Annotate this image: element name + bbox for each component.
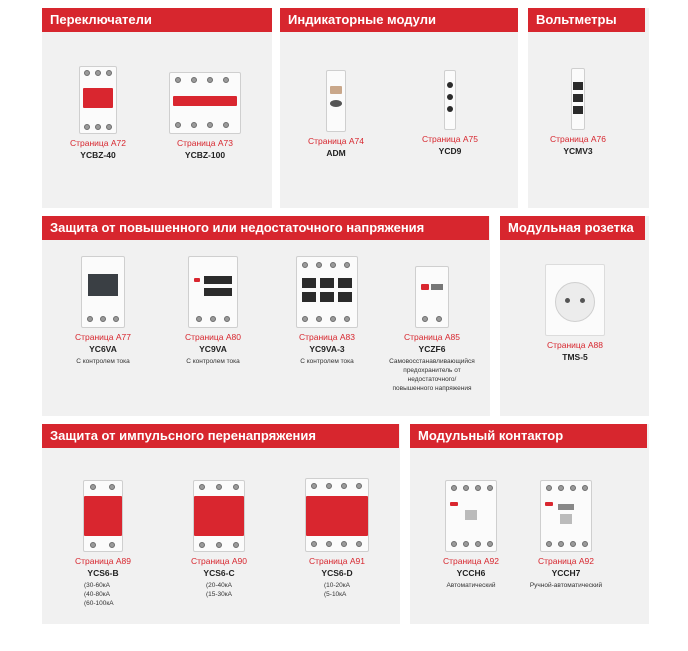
product-description	[292, 581, 382, 599]
product-ycs6-d[interactable]	[292, 478, 382, 599]
model-name: YCZF6	[418, 344, 446, 354]
product-adm[interactable]	[296, 70, 376, 158]
product-description: С контролем тока	[186, 358, 240, 365]
model-name: YCS6-B	[87, 568, 119, 578]
contactor-header: Модульный контактор	[410, 424, 647, 448]
page-ref: Страница А75	[421, 134, 478, 144]
page-ref: Страница А88	[546, 340, 603, 350]
description-line: (60-100кА	[84, 600, 114, 607]
model-name: YC9VA	[199, 344, 227, 354]
product-description: С контролем тока	[300, 358, 354, 365]
page-ref: Страница А92	[442, 556, 499, 566]
product-ycch7[interactable]	[518, 480, 614, 590]
page-ref: Страница А90	[190, 556, 247, 566]
description-line: (30-60кА	[84, 582, 110, 589]
product-ycmv3[interactable]	[538, 68, 618, 156]
product-yc9va-3[interactable]	[282, 256, 372, 366]
description-line: предохранитель от	[403, 367, 461, 374]
voltage-relay-image	[188, 256, 238, 328]
description-line: Самовосстанавливающийся	[389, 358, 475, 365]
voltage-protector-image	[415, 266, 449, 328]
voltmeter-image	[571, 68, 585, 130]
surge-protector-image	[83, 480, 123, 552]
page-ref: Страница А91	[308, 556, 365, 566]
product-description: Ручной-автоматический	[529, 582, 603, 589]
product-description	[382, 357, 482, 393]
model-name: YCD9	[438, 146, 462, 156]
product-ycbz-40[interactable]	[58, 66, 138, 160]
socket-header: Модульная розетка	[500, 216, 645, 240]
voltage-protection-header: Защита от повышенного или недостаточного напряжения	[42, 216, 489, 240]
product-ycs6-b[interactable]	[58, 480, 148, 608]
product-ycs6-c[interactable]	[174, 480, 264, 599]
indicator-lamp-image	[444, 70, 456, 130]
model-name: YCCH7	[551, 568, 581, 578]
page-ref: Страница А89	[74, 556, 131, 566]
product-description	[174, 581, 264, 599]
indicators-header: Индикаторные модули	[280, 8, 518, 32]
page-ref: Страница А74	[307, 136, 364, 146]
model-name: YC6VA	[89, 344, 117, 354]
description-line: (40-80кА	[84, 591, 110, 598]
switch-4p-image	[169, 72, 241, 134]
product-ycch6[interactable]	[426, 480, 516, 590]
description-line: недостаточного/	[407, 376, 457, 383]
product-yczf6[interactable]	[382, 266, 482, 393]
product-yc6va[interactable]	[58, 256, 148, 366]
description-line: (15-30кА	[206, 591, 232, 598]
product-ycd9[interactable]	[410, 70, 490, 156]
modular-contactor-image	[445, 480, 497, 552]
modular-contactor-image	[540, 480, 592, 552]
page-ref: Страница А76	[549, 134, 606, 144]
switches-header: Переключатели	[42, 8, 272, 32]
model-name: YCMV3	[563, 146, 593, 156]
model-name: YC9VA-3	[309, 344, 345, 354]
product-yc9va[interactable]	[168, 256, 258, 366]
switch-2p-image	[79, 66, 117, 134]
model-name: YCBZ-100	[184, 150, 226, 160]
model-name: YCBZ-40	[80, 150, 116, 160]
surge-protector-image	[193, 480, 245, 552]
page-ref: Страница А83	[298, 332, 355, 342]
description-line: повышенного напряжения	[392, 385, 472, 392]
model-name: YCS6-C	[203, 568, 235, 578]
page-ref: Страница А80	[184, 332, 241, 342]
page-ref: Страница А77	[74, 332, 131, 342]
product-description: Автоматический	[446, 582, 496, 589]
product-tms-5[interactable]	[530, 264, 620, 362]
voltmeters-header: Вольтметры	[528, 8, 645, 32]
model-name: TMS-5	[562, 352, 588, 362]
page-ref: Страница А92	[537, 556, 594, 566]
modular-socket-image	[545, 264, 605, 336]
page-ref: Страница А72	[69, 138, 126, 148]
product-ycbz-100[interactable]	[160, 72, 250, 160]
description-line: (10-20кА	[324, 582, 350, 589]
model-name: YCS6-D	[321, 568, 353, 578]
product-description: С контролем тока	[76, 358, 130, 365]
page-ref: Страница А73	[176, 138, 233, 148]
surge-header: Защита от импульсного перенапряжения	[42, 424, 399, 448]
surge-protector-image	[305, 478, 369, 552]
voltage-relay-image	[81, 256, 125, 328]
voltage-relay-3ph-image	[296, 256, 358, 328]
indicator-module-image	[326, 70, 346, 132]
description-line: (5-10кА	[324, 591, 347, 598]
page-ref: Страница А85	[403, 332, 460, 342]
description-line: (20-40кА	[206, 582, 232, 589]
product-description	[58, 581, 148, 608]
model-name: YCCH6	[456, 568, 486, 578]
model-name: ADM	[326, 148, 346, 158]
